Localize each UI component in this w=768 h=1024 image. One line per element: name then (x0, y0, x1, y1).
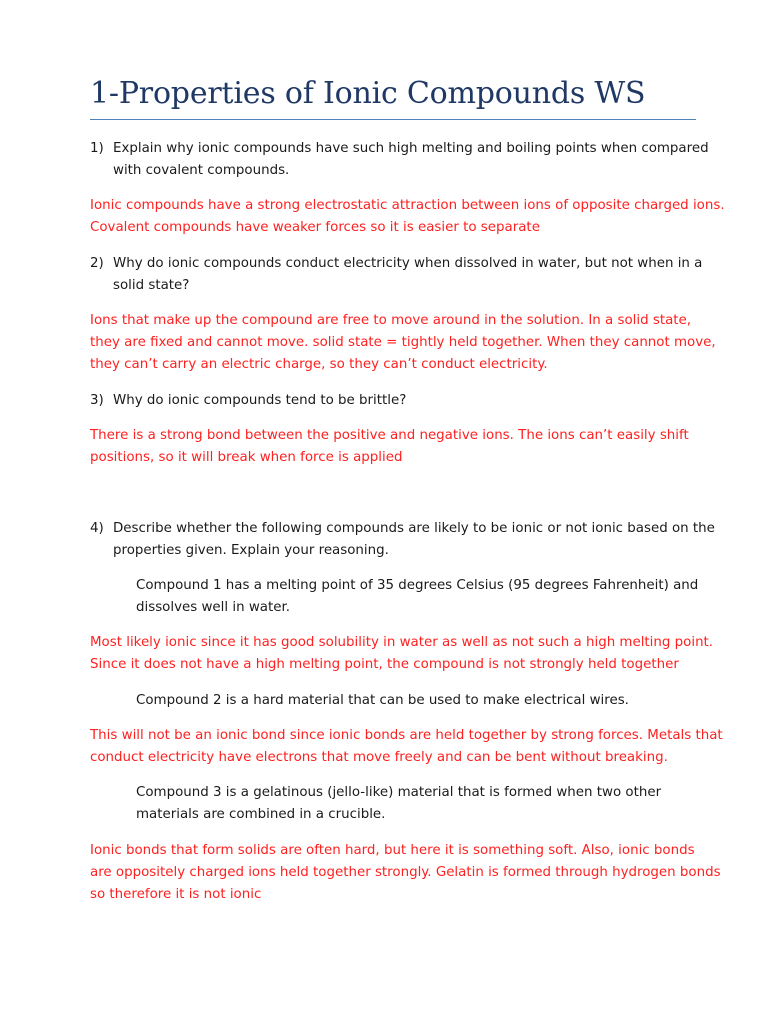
compound-3-description (136, 782, 661, 826)
answer-line: There is a strong bond between the positive and negative ions. The ions can’t easily shift (90, 428, 689, 443)
answer-2 (90, 310, 716, 377)
question-text-line: Explain why ionic compounds have such high melting and boiling points when compared (113, 141, 709, 156)
answer-line: they are fixed and cannot move. solid state = tightly held together. When they cannot move, (90, 335, 716, 351)
title-underline (90, 119, 696, 120)
question-text-line: Describe whether the following compounds are likely to be ionic or not ionic based on the (113, 521, 715, 536)
page-title: 1-Properties of Ionic Compounds WS (90, 76, 646, 111)
question-number: 4) (90, 521, 104, 536)
answer-line: Most likely ionic since it has good solubility in water as well as not such a high melting point. (90, 635, 714, 650)
question-number: 3) (90, 393, 104, 408)
answer-line: This will not be an ionic bond since ionic bonds are held together by strong forces. Metals that (90, 728, 723, 743)
compound-2-answer (90, 725, 723, 769)
answer-line: Ions that make up the compound are free to move around in the solution. In a solid state, (90, 313, 692, 328)
answer-line: Since it does not have a high melting point, the compound is not strongly held together (90, 657, 679, 673)
question-number: 2) (90, 256, 104, 271)
compound-1-description (136, 575, 698, 619)
question-number: 1) (90, 141, 104, 156)
question-text-line: properties given. Explain your reasoning. (113, 543, 389, 559)
answer-line: Covalent compounds have weaker forces so it is easier to separate (90, 220, 540, 236)
answer-3 (90, 425, 689, 469)
answer-line: Ionic compounds have a strong electrostatic attraction between ions of opposite charged ions. (90, 198, 725, 213)
compound-text-line: Compound 1 has a melting point of 35 degrees Celsius (95 degrees Fahrenheit) and (136, 578, 699, 593)
compound-text-line: dissolves well in water. (136, 600, 291, 616)
question-text-line: Why do ionic compounds tend to be brittle? (113, 393, 407, 408)
question-text-line: with covalent compounds. (113, 163, 290, 179)
question-text-line: Why do ionic compounds conduct electricity when dissolved in water, but not when in a (113, 256, 703, 271)
answer-line: are oppositely charged ions held together strongly. Gelatin is formed through hydrogen bonds (90, 865, 721, 881)
answer-line: positions, so it will break when force is applied (90, 450, 403, 466)
compound-1-answer (90, 632, 713, 676)
compound-text-line: Compound 2 is a hard material that can be used to make electrical wires. (136, 693, 629, 708)
compound-text-line: materials are combined in a crucible. (136, 807, 386, 823)
answer-line: Ionic bonds that form solids are often hard, but here it is something soft. Also, ionic bonds (90, 843, 695, 858)
question-text-line: solid state? (113, 278, 190, 294)
answer-line: conduct electricity have electrons that move freely and can be bent without breaking. (90, 750, 668, 766)
compound-2-description (136, 690, 629, 712)
answer-line: they can’t carry an electric charge, so they can’t conduct electricity. (90, 357, 548, 373)
compound-text-line: Compound 3 is a gelatinous (jello-like) material that is formed when two other (136, 785, 662, 800)
compound-3-answer (90, 840, 721, 907)
answer-line: so therefore it is not ionic (90, 887, 262, 903)
answer-1 (90, 195, 725, 239)
